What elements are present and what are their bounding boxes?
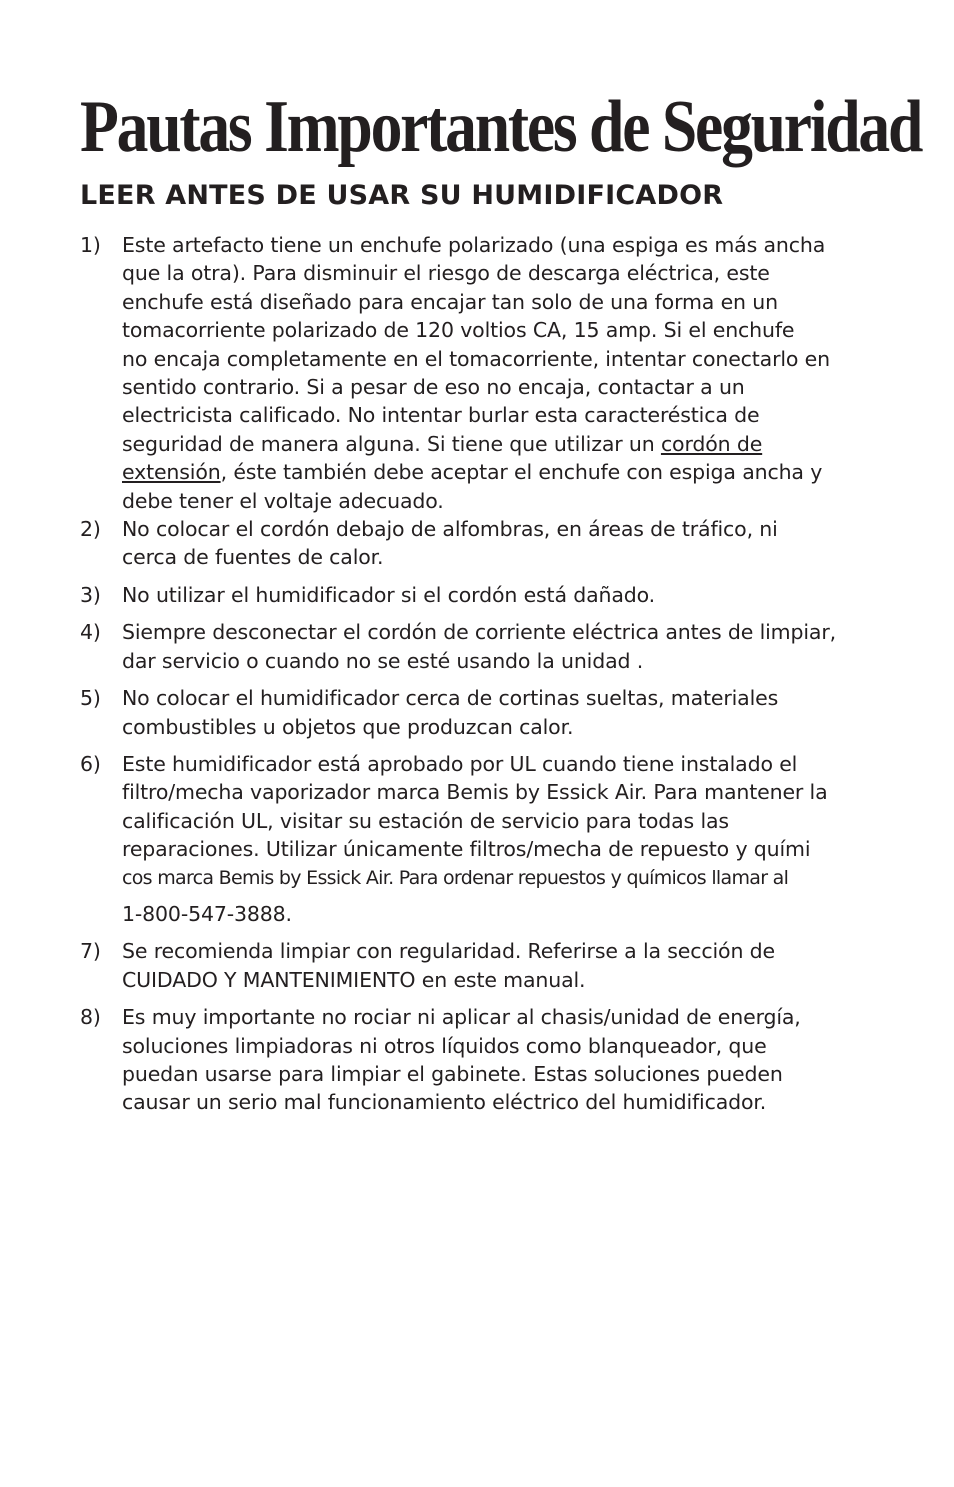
item-line: Se recomienda limpiar con regularidad. Referirse a la sección de [122, 939, 775, 964]
item-line: Es muy importante no rociar ni aplicar al chasis/unidad de energía, [122, 1005, 801, 1030]
item-line-text: , éste también debe aceptar el enchufe con espiga ancha y [220, 460, 823, 485]
list-item [80, 581, 910, 609]
phone-number: 1-800-547-3888. [122, 901, 292, 926]
item-line: filtro/mecha vaporizador marca Bemis by Essick Air. Para mantener la [122, 780, 828, 805]
item-line: reparaciones. Utilizar únicamente filtros/mecha de repuesto y quími [122, 837, 811, 862]
list-item [80, 937, 910, 994]
item-line: soluciones limpiadoras ni otros líquidos como blanqueador, que [122, 1033, 767, 1058]
item-line: Siempre desconectar el cordón de corriente eléctrica antes de limpiar, [122, 620, 836, 645]
item-line: causar un serio mal funcionamiento eléctrico del humidificador. [122, 1090, 767, 1115]
item-number: 6) [80, 751, 101, 776]
item-line: que la otra). Para disminuir el riesgo de descarga eléctrica, este [122, 261, 770, 286]
list-item [80, 231, 910, 515]
item-line: puedan usarse para limpiar el gabinete. Estas soluciones pueden [122, 1061, 783, 1086]
item-line-text: seguridad de manera alguna. Si tiene que utilizar un [122, 431, 661, 456]
item-line: No utilizar el humidificador si el cordón está dañado. [122, 582, 656, 607]
item-line: no encaja completamente en el tomacorriente, intentar conectarlo en [122, 346, 830, 371]
list-item [80, 750, 910, 928]
item-line: CUIDADO Y MANTENIMIENTO en este manual. [122, 967, 586, 992]
item-number: 8) [80, 1005, 101, 1030]
item-line [122, 430, 910, 458]
safety-guidelines-list [80, 231, 910, 1126]
item-line [122, 458, 910, 486]
item-number: 5) [80, 686, 101, 711]
extension-cord-term: cordón de [660, 431, 763, 456]
item-line: tomacorriente polarizado de 120 voltios CA, 15 amp. Si el enchufe [122, 318, 795, 343]
item-line: debe tener el voltaje adecuado. [122, 488, 444, 513]
item-line: cos marca Bemis by Essick Air. Para ordenar repuestos y químicos llamar al [122, 866, 789, 889]
page-title: Pautas Importantes de Seguridad [80, 86, 922, 168]
item-line: dar servicio o cuando no se esté usando la unidad . [122, 648, 644, 673]
item-number: 7) [80, 939, 101, 964]
item-line: Este artefacto tiene un enchufe polarizado (una espiga es más ancha [122, 233, 826, 257]
item-number: 4) [80, 620, 101, 645]
list-item [80, 1003, 910, 1117]
list-item [80, 515, 910, 572]
list-item [80, 684, 910, 741]
item-line: enchufe está diseñado para encajar tan solo de una forma en un [122, 289, 778, 314]
item-line: calificación UL, visitar su estación de servicio para todas las [122, 808, 729, 833]
item-number: 3) [80, 582, 101, 607]
list-item [80, 618, 910, 675]
item-line: cerca de fuentes de calor. [122, 545, 384, 570]
item-line: combustibles u objetos que produzcan calor. [122, 714, 574, 739]
item-line: No colocar el humidificador cerca de cortinas sueltas, materiales [122, 686, 779, 711]
item-number: 2) [80, 517, 101, 542]
page-subtitle: LEER ANTES DE USAR SU HUMIDIFICADOR [80, 180, 724, 211]
extension-cord-term: extensión [122, 460, 221, 485]
item-line: No colocar el cordón debajo de alfombras, en áreas de tráfico, ni [122, 517, 778, 542]
item-line: sentido contrario. Si a pesar de eso no encaja, contactar a un [122, 375, 745, 400]
item-line: Este humidificador está aprobado por UL cuando tiene instalado el [122, 751, 798, 776]
item-line: electricista calificado. No intentar burlar esta caracteréstica de [122, 403, 760, 428]
item-number: 1) [80, 233, 101, 257]
